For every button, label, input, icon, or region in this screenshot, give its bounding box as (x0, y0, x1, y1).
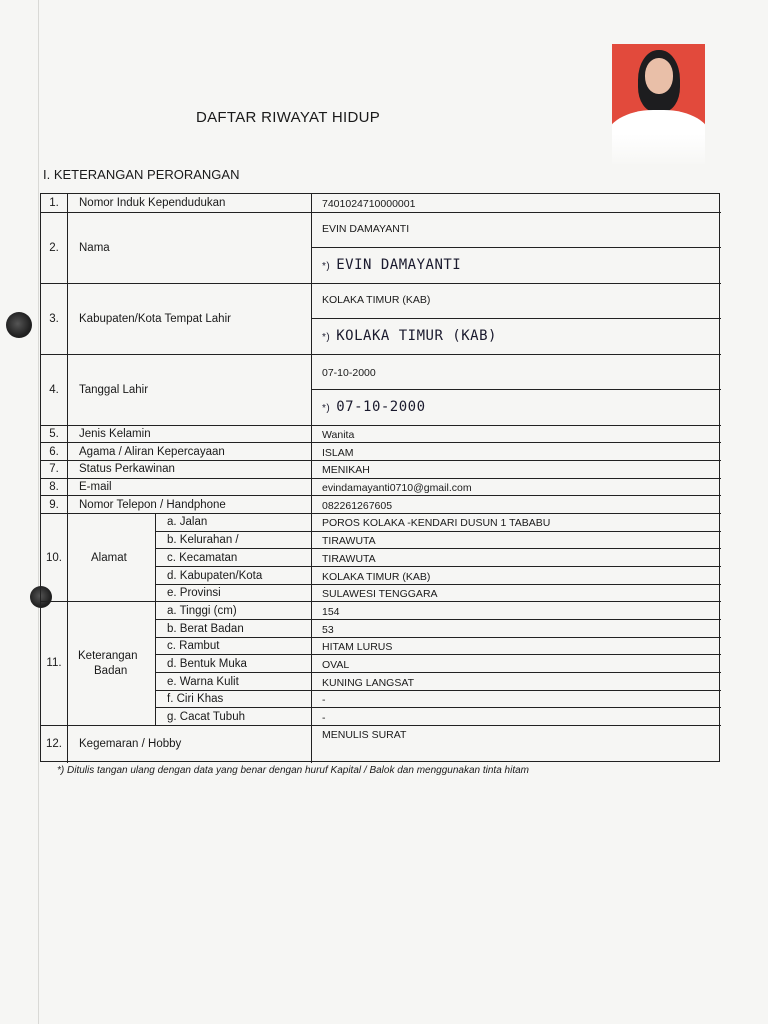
value-nama: EVIN DAMAYANTI (322, 223, 410, 235)
value-alamat-kabupaten: KOLAKA TIMUR (KAB) (322, 571, 431, 583)
document-title: DAFTAR RIWAYAT HIDUP (196, 109, 381, 126)
row-divider (155, 654, 721, 655)
row-divider (311, 247, 721, 248)
row-divider (41, 513, 721, 514)
row-number: 5. (49, 428, 59, 440)
label-bentuk-muka: d. Bentuk Muka (167, 658, 247, 670)
row-divider (155, 637, 721, 638)
value-alamat-kecamatan: TIRAWUTA (322, 553, 376, 565)
value-email: evindamayanti0710@gmail.com (322, 482, 472, 494)
label-nik: Nomor Induk Kependudukan (79, 197, 226, 209)
row-divider (41, 601, 721, 602)
label-tinggi: a. Tinggi (cm) (167, 605, 237, 617)
label-warna-kulit: e. Warna Kulit (167, 676, 239, 688)
label-alamat-kelurahan: b. Kelurahan / (167, 534, 239, 546)
label-alamat-jalan: a. Jalan (167, 516, 208, 528)
handwritten-tempat-lahir (322, 328, 497, 344)
value-alamat-kelurahan: TIRAWUTA (322, 535, 376, 547)
label-alamat: Alamat (91, 552, 127, 564)
value-bentuk-muka: OVAL (322, 659, 350, 671)
label-alamat-kecamatan: c. Kecamatan (167, 552, 238, 564)
value-tanggal-lahir: 07-10-2000 (322, 367, 376, 379)
handwritten-tempat-lahir-text: KOLAKA TIMUR (KAB) (336, 328, 497, 344)
row-divider (311, 389, 721, 390)
value-tempat-lahir: KOLAKA TIMUR (KAB) (322, 294, 431, 306)
row-divider (155, 584, 721, 585)
punch-hole-top (6, 312, 32, 338)
label-alamat-provinsi: e. Provinsi (167, 587, 221, 599)
row-number: 3. (49, 313, 59, 325)
label-tanggal-lahir: Tanggal Lahir (79, 384, 149, 396)
page-edge (38, 0, 39, 1024)
row-divider (155, 566, 721, 567)
row-divider (41, 283, 721, 284)
row-number: 12. (46, 738, 62, 750)
handwritten-marker: *) (322, 261, 331, 272)
row-divider (155, 619, 721, 620)
label-agama: Agama / Aliran Kepercayaan (79, 446, 225, 458)
label-email: E-mail (79, 481, 112, 493)
section-title: I. KETERANGAN PERORANGAN (43, 167, 240, 182)
row-divider (155, 548, 721, 549)
row-divider (155, 672, 721, 673)
row-number: 2. (49, 242, 59, 254)
label-jenis-kelamin: Jenis Kelamin (79, 428, 151, 440)
row-number: 8. (49, 481, 59, 493)
photo-fade (612, 134, 705, 164)
label-badan-line1: Keterangan (78, 650, 138, 662)
row-number: 9. (49, 499, 59, 511)
row-divider (41, 442, 721, 443)
value-berat: 53 (322, 624, 334, 636)
photo-face (645, 58, 673, 94)
label-badan-line2: Badan (94, 665, 128, 677)
profile-photo (612, 44, 705, 164)
row-divider (155, 707, 721, 708)
handwritten-marker: *) (322, 332, 331, 343)
row-number: 7. (49, 463, 59, 475)
value-ciri-khas: - (322, 694, 326, 706)
row-divider (155, 690, 721, 691)
value-tinggi: 154 (322, 606, 340, 618)
label-rambut: c. Rambut (167, 640, 220, 652)
value-hobby: MENULIS SURAT (322, 729, 407, 741)
value-warna-kulit: KUNING LANGSAT (322, 677, 414, 689)
row-number: 11. (46, 657, 62, 669)
value-agama: ISLAM (322, 447, 354, 459)
label-berat: b. Berat Badan (167, 623, 244, 635)
row-number: 10. (46, 552, 62, 564)
value-rambut: HITAM LURUS (322, 641, 393, 653)
label-cacat-tubuh: g. Cacat Tubuh (167, 711, 245, 723)
row-divider (41, 354, 721, 355)
handwritten-tanggal-lahir-text: 07-10-2000 (336, 399, 426, 415)
row-divider (41, 478, 721, 479)
label-status: Status Perkawinan (79, 463, 175, 475)
footnote: *) Ditulis tangan ulang dengan data yang benar dengan huruf Kapital / Balok dan menggunakan tinta hitam (57, 765, 530, 776)
value-status: MENIKAH (322, 464, 370, 476)
value-cacat-tubuh: - (322, 712, 326, 724)
label-telepon: Nomor Telepon / Handphone (79, 499, 226, 511)
row-number: 4. (49, 384, 59, 396)
value-telepon: 082261267605 (322, 500, 393, 512)
row-number: 6. (49, 446, 59, 458)
biodata-form (40, 193, 720, 762)
handwritten-tanggal-lahir (322, 399, 426, 415)
row-divider (41, 212, 721, 213)
row-divider (155, 531, 721, 532)
row-number: 1. (49, 197, 59, 209)
value-jenis-kelamin: Wanita (322, 429, 355, 441)
label-hobby: Kegemaran / Hobby (79, 738, 182, 750)
label-ciri-khas: f. Ciri Khas (167, 693, 224, 705)
row-divider (41, 495, 721, 496)
value-alamat-jalan: POROS KOLAKA -KENDARI DUSUN 1 TABABU (322, 517, 551, 529)
row-divider (41, 460, 721, 461)
row-divider (41, 425, 721, 426)
label-tempat-lahir: Kabupaten/Kota Tempat Lahir (79, 313, 231, 325)
value-alamat-provinsi: SULAWESI TENGGARA (322, 588, 438, 600)
handwritten-nama (322, 257, 461, 273)
row-divider (311, 318, 721, 319)
label-nama: Nama (79, 242, 110, 254)
handwritten-marker: *) (322, 403, 331, 414)
handwritten-nama-text: EVIN DAMAYANTI (336, 257, 462, 273)
row-divider (41, 725, 721, 726)
value-nik: 7401024710000001 (322, 198, 416, 210)
label-alamat-kabupaten: d. Kabupaten/Kota (167, 570, 263, 582)
